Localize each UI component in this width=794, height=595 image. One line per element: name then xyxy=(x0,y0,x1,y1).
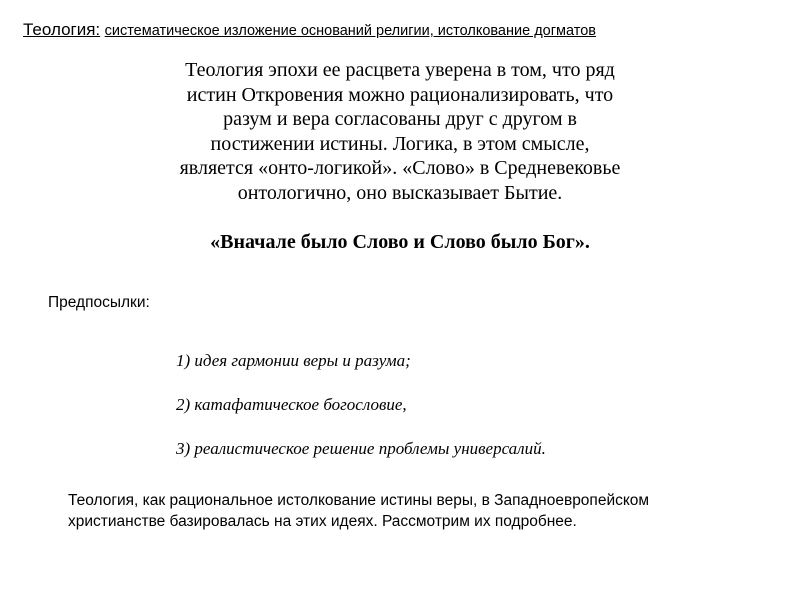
main-paragraph-line: постижении истины. Логика, в этом смысле, xyxy=(210,132,590,155)
title-definition: систематическое изложение оснований религии, истолкование догматов xyxy=(104,23,596,39)
list-item: 1) идея гармонии веры и разума; xyxy=(176,351,411,370)
prerequisites-label: Предпосылки: xyxy=(48,294,150,311)
list-item: 3) реалистическое решение проблемы универсалий. xyxy=(176,439,546,458)
main-paragraph-line: Теология эпохи ее расцвета уверена в том, что ряд xyxy=(185,59,615,81)
main-paragraph xyxy=(95,58,705,205)
slide-title xyxy=(23,20,783,40)
prerequisites-list xyxy=(176,350,546,482)
main-paragraph-line: является «онто-логикой». «Слово» в Средневековье xyxy=(179,157,621,179)
conclusion-paragraph xyxy=(68,490,768,532)
conclusion-line: христианстве базировалась на этих идеях. Рассмотрим их подробнее. xyxy=(68,513,577,530)
main-paragraph-line: истин Откровения можно рационализировать, что xyxy=(186,83,614,106)
quote: «Вначале было Слово и Слово было Бог». xyxy=(210,231,590,253)
main-paragraph-line: разум и вера согласованы друг с другом в xyxy=(223,108,577,130)
main-paragraph-line: онтологично, оно высказывает Бытие. xyxy=(237,181,563,204)
title-term: Теология: xyxy=(23,20,101,39)
list-item: 2) катафатическое богословие, xyxy=(176,395,407,414)
conclusion-line: Теология, как рациональное истолкование истины веры, в Западноевропейском xyxy=(68,492,650,509)
